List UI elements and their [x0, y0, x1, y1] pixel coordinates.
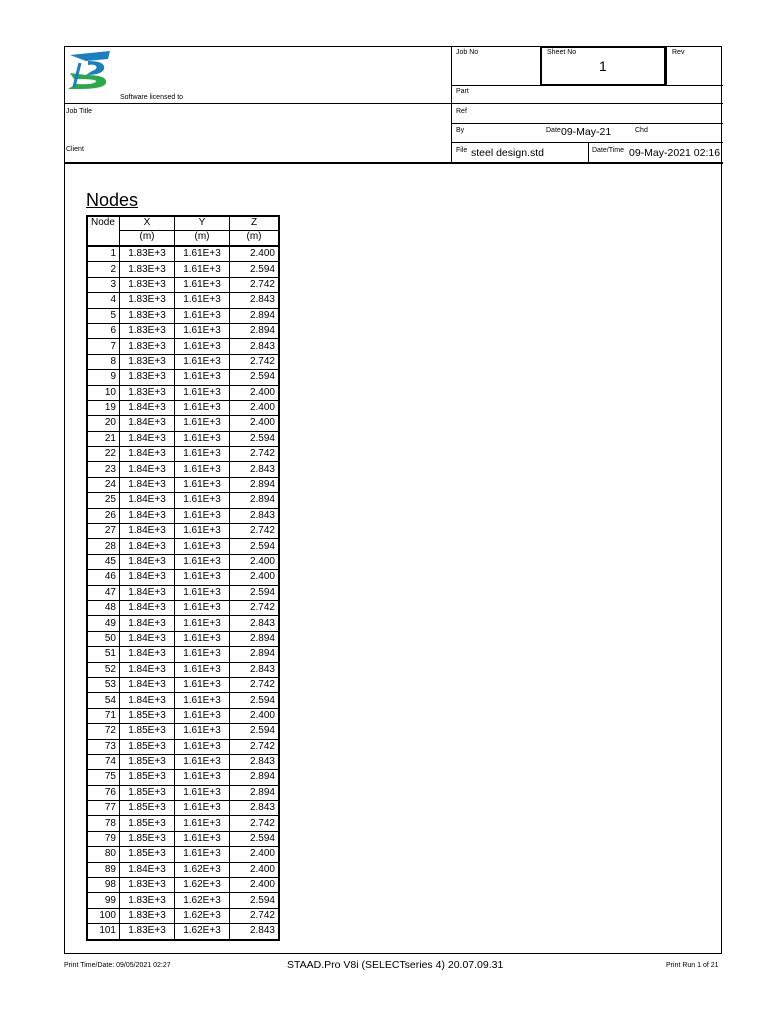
cell-z: 2.894	[230, 493, 280, 508]
cell-node: 75	[87, 770, 120, 785]
cell-y: 1.61E+3	[175, 554, 230, 569]
cell-z: 2.894	[230, 785, 280, 800]
cell-node: 4	[87, 293, 120, 308]
cell-x: 1.83E+3	[120, 385, 175, 400]
cell-node: 77	[87, 801, 120, 816]
cell-x: 1.84E+3	[120, 462, 175, 477]
table-row	[87, 262, 279, 277]
table-row	[87, 539, 279, 554]
cell-x: 1.83E+3	[120, 277, 175, 292]
cell-z: 2.742	[230, 354, 280, 369]
table-row	[87, 647, 279, 662]
cell-node: 98	[87, 878, 120, 893]
cell-z: 2.894	[230, 770, 280, 785]
table-row	[87, 524, 279, 539]
cell-y: 1.62E+3	[175, 893, 230, 908]
cell-x: 1.84E+3	[120, 554, 175, 569]
cell-y: 1.61E+3	[175, 724, 230, 739]
cell-z: 2.400	[230, 385, 280, 400]
cell-z: 2.742	[230, 908, 280, 923]
cell-y: 1.61E+3	[175, 370, 230, 385]
cell-z: 2.742	[230, 816, 280, 831]
cell-y: 1.61E+3	[175, 693, 230, 708]
table-row	[87, 385, 279, 400]
cell-x: 1.84E+3	[120, 862, 175, 877]
cell-node: 50	[87, 631, 120, 646]
cell-z: 2.594	[230, 370, 280, 385]
cell-x: 1.83E+3	[120, 908, 175, 923]
table-row	[87, 616, 279, 631]
cell-z: 2.594	[230, 585, 280, 600]
cell-x: 1.84E+3	[120, 585, 175, 600]
cell-x: 1.83E+3	[120, 893, 175, 908]
table-row	[87, 878, 279, 893]
table-row	[87, 785, 279, 800]
cell-x: 1.83E+3	[120, 924, 175, 940]
file-label: File	[456, 147, 468, 154]
cell-y: 1.61E+3	[175, 400, 230, 415]
cell-x: 1.83E+3	[120, 370, 175, 385]
table-row	[87, 708, 279, 723]
cell-y: 1.61E+3	[175, 677, 230, 692]
print-time: Print Time/Date: 09/05/2021 02:27	[64, 962, 171, 969]
cell-y: 1.61E+3	[175, 508, 230, 523]
cell-z: 2.400	[230, 570, 280, 585]
table-row	[87, 862, 279, 877]
cell-z: 2.742	[230, 447, 280, 462]
cell-y: 1.61E+3	[175, 293, 230, 308]
table-row	[87, 323, 279, 338]
cell-x: 1.84E+3	[120, 400, 175, 415]
cell-x: 1.84E+3	[120, 662, 175, 677]
cell-y: 1.61E+3	[175, 308, 230, 323]
cell-z: 2.894	[230, 308, 280, 323]
software-version: STAAD.Pro V8i (SELECTseries 4) 20.07.09.31	[287, 959, 504, 971]
cell-y: 1.61E+3	[175, 462, 230, 477]
cell-y: 1.61E+3	[175, 246, 230, 262]
table-row	[87, 908, 279, 923]
col-header-x: X	[120, 216, 175, 231]
cell-y: 1.61E+3	[175, 585, 230, 600]
cell-z: 2.594	[230, 539, 280, 554]
cell-y: 1.61E+3	[175, 447, 230, 462]
cell-y: 1.61E+3	[175, 539, 230, 554]
cell-node: 71	[87, 708, 120, 723]
cell-z: 2.843	[230, 662, 280, 677]
table-row	[87, 693, 279, 708]
cell-z: 2.594	[230, 831, 280, 846]
cell-x: 1.85E+3	[120, 831, 175, 846]
cell-z: 2.843	[230, 508, 280, 523]
col-header-z: Z	[230, 216, 280, 231]
cell-x: 1.84E+3	[120, 524, 175, 539]
cell-z: 2.894	[230, 323, 280, 338]
cell-node: 21	[87, 431, 120, 446]
cell-z: 2.400	[230, 708, 280, 723]
cell-y: 1.61E+3	[175, 739, 230, 754]
table-row	[87, 246, 279, 262]
table-row	[87, 631, 279, 646]
cell-x: 1.83E+3	[120, 308, 175, 323]
cell-node: 46	[87, 570, 120, 585]
datetime-value: 09-May-2021 02:16	[629, 147, 721, 159]
table-row	[87, 308, 279, 323]
cell-y: 1.61E+3	[175, 354, 230, 369]
cell-x: 1.84E+3	[120, 677, 175, 692]
cell-x: 1.84E+3	[120, 493, 175, 508]
cell-node: 52	[87, 662, 120, 677]
table-header-names	[87, 216, 279, 231]
cell-y: 1.62E+3	[175, 878, 230, 893]
cell-z: 2.400	[230, 400, 280, 415]
cell-y: 1.61E+3	[175, 416, 230, 431]
cell-z: 2.742	[230, 739, 280, 754]
cell-x: 1.83E+3	[120, 878, 175, 893]
cell-node: 78	[87, 816, 120, 831]
cell-node: 73	[87, 739, 120, 754]
cell-y: 1.61E+3	[175, 431, 230, 446]
cell-z: 2.843	[230, 616, 280, 631]
cell-y: 1.61E+3	[175, 570, 230, 585]
col-unit-y: (m)	[175, 231, 230, 247]
cell-z: 2.843	[230, 339, 280, 354]
cell-node: 3	[87, 277, 120, 292]
cell-z: 2.742	[230, 600, 280, 615]
cell-x: 1.83E+3	[120, 323, 175, 338]
cell-y: 1.61E+3	[175, 631, 230, 646]
cell-y: 1.61E+3	[175, 831, 230, 846]
cell-x: 1.84E+3	[120, 631, 175, 646]
cell-y: 1.61E+3	[175, 847, 230, 862]
cell-x: 1.83E+3	[120, 354, 175, 369]
cell-x: 1.85E+3	[120, 801, 175, 816]
table-row	[87, 370, 279, 385]
cell-z: 2.594	[230, 893, 280, 908]
col-unit-x: (m)	[120, 231, 175, 247]
table-row	[87, 585, 279, 600]
cell-z: 2.400	[230, 847, 280, 862]
cell-node: 7	[87, 339, 120, 354]
cell-y: 1.61E+3	[175, 801, 230, 816]
table-row	[87, 600, 279, 615]
by-label: By	[456, 127, 465, 134]
cell-x: 1.83E+3	[120, 262, 175, 277]
table-row	[87, 277, 279, 292]
cell-z: 2.894	[230, 631, 280, 646]
cell-x: 1.85E+3	[120, 770, 175, 785]
cell-node: 99	[87, 893, 120, 908]
cell-y: 1.61E+3	[175, 785, 230, 800]
cell-z: 2.742	[230, 677, 280, 692]
table-row	[87, 770, 279, 785]
table-row	[87, 924, 279, 940]
cell-x: 1.84E+3	[120, 616, 175, 631]
table-row	[87, 816, 279, 831]
date-value: 09-May-21	[561, 126, 612, 138]
cell-node: 79	[87, 831, 120, 846]
cell-node: 23	[87, 462, 120, 477]
table-row	[87, 477, 279, 492]
cell-x: 1.85E+3	[120, 785, 175, 800]
cell-node: 45	[87, 554, 120, 569]
ref-label: Ref	[456, 108, 467, 115]
cell-node: 54	[87, 693, 120, 708]
cell-z: 2.843	[230, 924, 280, 940]
cell-node: 25	[87, 493, 120, 508]
cell-node: 80	[87, 847, 120, 862]
table-row	[87, 739, 279, 754]
section-title: Nodes	[86, 190, 139, 210]
table-row	[87, 754, 279, 769]
cell-z: 2.742	[230, 277, 280, 292]
rev-label: Rev	[672, 49, 685, 56]
cell-y: 1.61E+3	[175, 662, 230, 677]
software-licensed-label: Software licensed to	[120, 94, 184, 101]
cell-node: 74	[87, 754, 120, 769]
chd-label: Chd	[635, 127, 648, 134]
cell-y: 1.61E+3	[175, 277, 230, 292]
table-row	[87, 493, 279, 508]
table-row	[87, 354, 279, 369]
table-row	[87, 554, 279, 569]
cell-node: 53	[87, 677, 120, 692]
file-value: steel design.std	[471, 147, 544, 159]
cell-x: 1.85E+3	[120, 754, 175, 769]
cell-y: 1.61E+3	[175, 323, 230, 338]
cell-node: 26	[87, 508, 120, 523]
cell-z: 2.843	[230, 293, 280, 308]
cell-node: 47	[87, 585, 120, 600]
cell-x: 1.84E+3	[120, 477, 175, 492]
table-row	[87, 462, 279, 477]
cell-x: 1.84E+3	[120, 416, 175, 431]
cell-z: 2.400	[230, 416, 280, 431]
cell-x: 1.84E+3	[120, 647, 175, 662]
table-row	[87, 831, 279, 846]
table-row	[87, 293, 279, 308]
date-label: Date	[546, 127, 561, 134]
cell-z: 2.843	[230, 462, 280, 477]
cell-node: 19	[87, 400, 120, 415]
cell-y: 1.61E+3	[175, 385, 230, 400]
cell-y: 1.62E+3	[175, 908, 230, 923]
cell-node: 72	[87, 724, 120, 739]
cell-y: 1.61E+3	[175, 339, 230, 354]
cell-x: 1.84E+3	[120, 508, 175, 523]
cell-node: 28	[87, 539, 120, 554]
cell-x: 1.84E+3	[120, 539, 175, 554]
cell-node: 2	[87, 262, 120, 277]
job-title-label: Job Title	[66, 108, 93, 115]
cell-y: 1.61E+3	[175, 708, 230, 723]
cell-node: 10	[87, 385, 120, 400]
cell-y: 1.62E+3	[175, 862, 230, 877]
table-header-units	[87, 231, 279, 247]
table-row	[87, 662, 279, 677]
cell-node: 51	[87, 647, 120, 662]
cell-y: 1.61E+3	[175, 647, 230, 662]
cell-z: 2.400	[230, 862, 280, 877]
nodes-table	[86, 215, 280, 941]
cell-node: 5	[87, 308, 120, 323]
cell-z: 2.594	[230, 431, 280, 446]
cell-x: 1.83E+3	[120, 246, 175, 262]
cell-node: 22	[87, 447, 120, 462]
cell-y: 1.62E+3	[175, 924, 230, 940]
cell-z: 2.894	[230, 477, 280, 492]
cell-y: 1.61E+3	[175, 493, 230, 508]
cell-x: 1.84E+3	[120, 600, 175, 615]
print-run: Print Run 1 of 21	[666, 962, 719, 969]
cell-z: 2.843	[230, 754, 280, 769]
col-header-node: Node	[87, 216, 120, 231]
cell-z: 2.594	[230, 262, 280, 277]
cell-z: 2.843	[230, 801, 280, 816]
table-body	[87, 246, 279, 940]
cell-z: 2.594	[230, 693, 280, 708]
cell-y: 1.61E+3	[175, 262, 230, 277]
table-row	[87, 431, 279, 446]
cell-x: 1.84E+3	[120, 693, 175, 708]
cell-x: 1.85E+3	[120, 724, 175, 739]
part-label: Part	[456, 88, 469, 95]
sheet-no-label: Sheet No	[547, 49, 577, 56]
table-row	[87, 677, 279, 692]
cell-node: 1	[87, 246, 120, 262]
table-row	[87, 416, 279, 431]
cell-y: 1.61E+3	[175, 816, 230, 831]
cell-y: 1.61E+3	[175, 477, 230, 492]
table-row	[87, 447, 279, 462]
cell-node: 48	[87, 600, 120, 615]
table-row	[87, 893, 279, 908]
client-label: Client	[66, 146, 84, 153]
cell-x: 1.85E+3	[120, 739, 175, 754]
cell-y: 1.61E+3	[175, 600, 230, 615]
col-unit-node	[87, 231, 120, 247]
table-row	[87, 508, 279, 523]
cell-x: 1.84E+3	[120, 431, 175, 446]
cell-x: 1.85E+3	[120, 816, 175, 831]
cell-z: 2.400	[230, 246, 280, 262]
table-row	[87, 570, 279, 585]
cell-x: 1.85E+3	[120, 847, 175, 862]
cell-y: 1.61E+3	[175, 770, 230, 785]
cell-x: 1.85E+3	[120, 708, 175, 723]
cell-node: 27	[87, 524, 120, 539]
cell-node: 20	[87, 416, 120, 431]
table-row	[87, 400, 279, 415]
table-row	[87, 339, 279, 354]
job-no-label: Job No	[456, 49, 479, 56]
cell-x: 1.84E+3	[120, 570, 175, 585]
cell-node: 24	[87, 477, 120, 492]
col-header-y: Y	[175, 216, 230, 231]
datetime-label: Date/Time	[592, 147, 625, 154]
cell-z: 2.594	[230, 724, 280, 739]
table-row	[87, 724, 279, 739]
cell-y: 1.61E+3	[175, 524, 230, 539]
sheet-no-value: 1	[599, 58, 607, 74]
cell-node: 76	[87, 785, 120, 800]
cell-z: 2.894	[230, 647, 280, 662]
cell-x: 1.84E+3	[120, 447, 175, 462]
bentley-logo-icon	[66, 49, 118, 91]
cell-node: 101	[87, 924, 120, 940]
cell-y: 1.61E+3	[175, 616, 230, 631]
cell-node: 49	[87, 616, 120, 631]
table-row	[87, 847, 279, 862]
cell-node: 6	[87, 323, 120, 338]
cell-z: 2.742	[230, 524, 280, 539]
cell-x: 1.83E+3	[120, 339, 175, 354]
cell-y: 1.61E+3	[175, 754, 230, 769]
cell-node: 89	[87, 862, 120, 877]
cell-node: 9	[87, 370, 120, 385]
cell-node: 100	[87, 908, 120, 923]
col-unit-z: (m)	[230, 231, 280, 247]
cell-z: 2.400	[230, 878, 280, 893]
cell-node: 8	[87, 354, 120, 369]
cell-z: 2.400	[230, 554, 280, 569]
table-row	[87, 801, 279, 816]
cell-x: 1.83E+3	[120, 293, 175, 308]
